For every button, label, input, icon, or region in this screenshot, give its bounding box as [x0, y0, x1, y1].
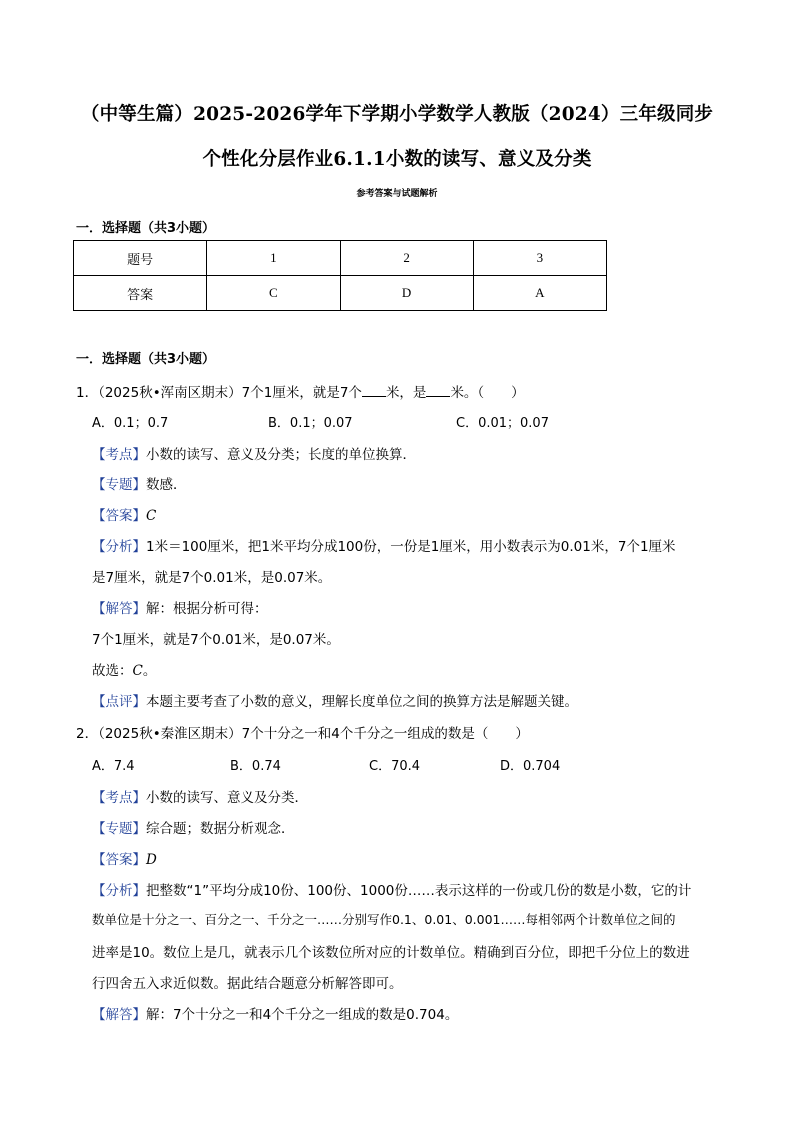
- answer-table-header-row: [74, 241, 607, 276]
- answer-table-header-cell: 1: [207, 241, 340, 276]
- answer-table-header-cell: 题号: [74, 241, 207, 276]
- answer-table-cell: D: [340, 276, 473, 311]
- jieda-text: 。: [142, 663, 157, 679]
- question-1-stem-part: 1．（2025秋•浑南区期末）7个1厘米，就是7个: [76, 385, 362, 401]
- fenxi-tag: 【分析】: [92, 539, 146, 555]
- answer-table-row-label: 答案: [74, 276, 207, 311]
- question-2-option-d: D．0.704: [500, 759, 561, 774]
- section-heading-questions: 一．选择题（共3小题）: [76, 352, 216, 367]
- daan-tag: 【答案】: [92, 508, 146, 524]
- question-1-answer: [92, 504, 156, 524]
- question-1-option-c: C．0.01；0.07: [456, 416, 549, 431]
- question-2-analysis-line-1: [92, 879, 691, 899]
- zhuanti-tag: 【专题】: [92, 477, 146, 493]
- question-2-analysis-line-2: 数单位是十分之一、百分之一、千分之一……分别写作0.1、0.01、0.001……每相邻两个计数单位之间的: [92, 912, 676, 927]
- question-2-kaodian: [92, 786, 308, 806]
- question-1-option-a: A．0.1；0.7: [92, 416, 169, 431]
- kaodian-tag: 【考点】: [92, 790, 146, 806]
- document-subtitle: 参考答案与试题解析: [356, 189, 438, 199]
- answer-table-cell: C: [207, 276, 340, 311]
- document-title-line-2: 个性化分层作业6.1.1小数的读写、意义及分类: [202, 149, 592, 170]
- question-2-stem: 2．（2025秋•秦淮区期末）7个十分之一和4个千分之一组成的数是（ ）: [76, 726, 529, 742]
- question-1-kaodian: [92, 443, 416, 463]
- answer-table-answer-row: [74, 276, 607, 311]
- dianping-tag: 【点评】: [92, 694, 146, 710]
- fenxi-text: 1米＝100厘米，把1米平均分成100份，一份是1厘米，用小数表示为0.01米，7个1厘米: [146, 539, 676, 555]
- question-1-option-b: B．0.1；0.07: [268, 416, 353, 431]
- section-heading-answers: 一．选择题（共3小题）: [76, 221, 216, 236]
- question-1-zhuanti: [92, 473, 187, 493]
- question-1-stem: [76, 381, 525, 401]
- answer-blank: [426, 385, 450, 397]
- answer-table: [73, 240, 607, 311]
- question-2-zhuanti: [92, 817, 295, 837]
- dianping-text: 本题主要考查了小数的意义，理解长度单位之间的换算方法是解题关键。: [146, 694, 578, 710]
- zhuanti-text: 数感．: [146, 477, 187, 493]
- question-2-analysis-line-4: 行四舍五入求近似数。据此结合题意分析解答即可。: [92, 976, 403, 992]
- question-2-option-c: C．70.4: [369, 759, 421, 774]
- kaodian-text: 小数的读写、意义及分类．: [146, 790, 308, 806]
- question-2-option-b: B．0.74: [230, 759, 281, 774]
- question-1-solution-line-1: [92, 597, 268, 617]
- answer-blank: [362, 385, 386, 397]
- question-1-solution-line-2: 7个1厘米，就是7个0.01米，是0.07米。: [92, 632, 340, 648]
- fenxi-text: 把整数“1”平均分成10份、100份、1000份……表示这样的一份或几份的数是小数，它的计: [146, 883, 692, 899]
- jieda-text: 解：根据分析可得：: [146, 601, 268, 617]
- jieda-text: 解：7个十分之一和4个千分之一组成的数是0.704。: [146, 1007, 459, 1023]
- question-1-analysis-line-2: 是7厘米，就是7个0.01米，是0.07米。: [92, 570, 332, 586]
- zhuanti-tag: 【专题】: [92, 821, 146, 837]
- question-1-analysis-line-1: [92, 535, 676, 555]
- question-1-solution-line-3: [92, 659, 156, 679]
- jieda-tag: 【解答】: [92, 601, 146, 617]
- answer-table-header-cell: 2: [340, 241, 473, 276]
- answer-letter: C: [132, 663, 143, 679]
- jieda-text: 故选：: [92, 663, 133, 679]
- fenxi-tag: 【分析】: [92, 883, 146, 899]
- question-2-answer: [92, 848, 157, 868]
- question-1-comment: [92, 690, 578, 710]
- answer-letter: C: [146, 508, 157, 524]
- kaodian-text: 小数的读写、意义及分类；长度的单位换算．: [146, 447, 416, 463]
- zhuanti-text: 综合题；数据分析观念．: [146, 821, 295, 837]
- question-2-option-a: A．7.4: [92, 759, 135, 774]
- daan-tag: 【答案】: [92, 852, 146, 868]
- kaodian-tag: 【考点】: [92, 447, 146, 463]
- answer-table-cell: A: [473, 276, 606, 311]
- document-title-line-1: （中等生篇）2025-2026学年下学期小学数学人教版（2024）三年级同步: [80, 104, 714, 125]
- question-1-stem-part: 米。（ ）: [450, 385, 525, 401]
- answer-letter: D: [146, 852, 157, 868]
- question-2-analysis-line-3: 进率是10。数位上是几，就表示几个该数位所对应的计数单位。精确到百分位，即把千分位上的数进: [92, 945, 690, 961]
- answer-table-header-cell: 3: [473, 241, 606, 276]
- question-2-solution: [92, 1003, 458, 1023]
- question-1-stem-part: 米，是: [385, 385, 427, 401]
- jieda-tag: 【解答】: [92, 1007, 146, 1023]
